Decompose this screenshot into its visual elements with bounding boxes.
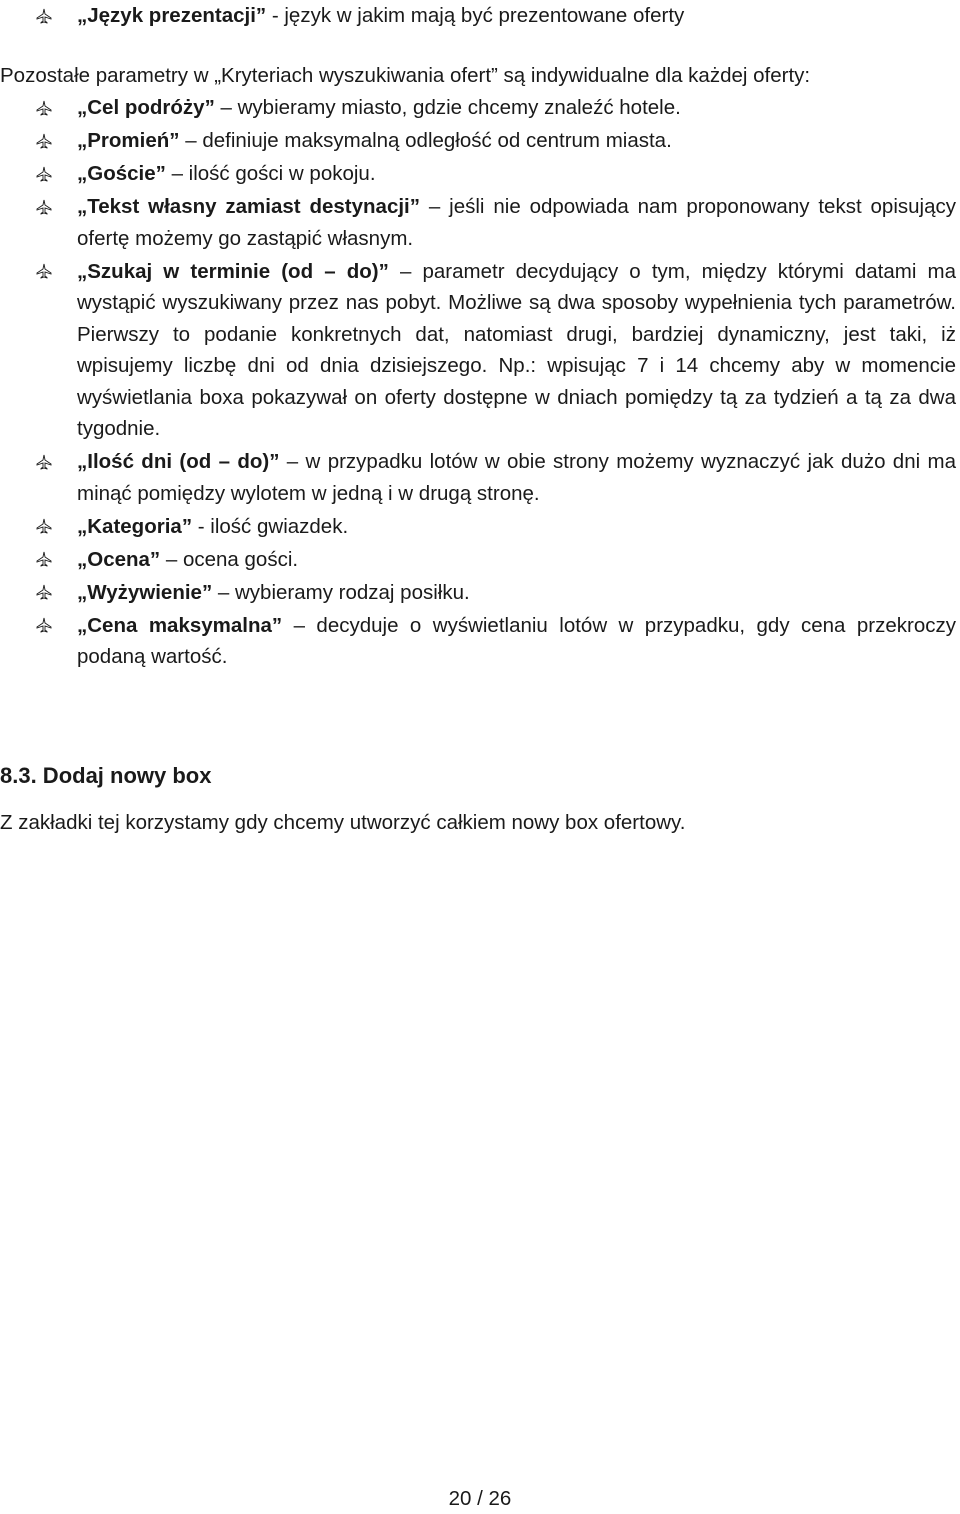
item-term: Kategoria <box>87 514 182 538</box>
item-term: Ilość dni (od – do) <box>87 450 270 473</box>
item-description: – parametr decydujący o tym, między którymi datami ma wystąpić wyszukiwany przez nas pobyt. Możliwe są dwa sposoby wypełnienia tych parametrów. Pierwszy to podanie konkretnych dat, natomiast drugi, bardziej dynamiczny, jest taki, iż wpisujemy liczbę dni od dnia dzisiejszego. Np.: wpisując 7 i 14 chcemy aby w momencie wyświetlania boxa pokazywał on oferty dostępne w dniach pomiędzy tą za tydzień a tą za dwa tygodnie. <box>77 259 956 440</box>
airplane-icon <box>36 511 60 542</box>
quote-close: ” <box>255 4 267 27</box>
quote-close: ” <box>378 259 389 283</box>
intro-paragraph: Pozostałe parametry w „Kryteriach wyszukiwania ofert” są indywidualne dla każdej oferty: <box>0 64 811 87</box>
list-item <box>0 446 960 509</box>
airplane-icon <box>36 544 60 575</box>
item-description: – ocena gości. <box>160 547 299 571</box>
list-item <box>0 92 960 124</box>
quote-open: „ <box>77 613 88 637</box>
search-criteria-list <box>0 92 960 674</box>
airplane-icon <box>36 577 60 608</box>
item-description: – definiuje maksymalną odległość od centrum miasta. <box>179 129 672 152</box>
airplane-icon <box>36 92 60 123</box>
item-description: – wybieramy rodzaj posiłku. <box>212 580 470 604</box>
list-item <box>0 577 960 609</box>
quote-open: „ <box>77 514 88 538</box>
quote-open: „ <box>77 259 88 283</box>
item-term: Cena maksymalna <box>87 613 272 637</box>
airplane-icon <box>36 158 60 189</box>
airplane-icon <box>36 256 60 287</box>
quote-close: ” <box>155 162 166 185</box>
list-item <box>0 544 960 576</box>
item-description: – decyduje o wyświetlaniu lotów w przypadku, gdy cena przekroczy podaną wartość. <box>77 613 956 668</box>
quote-open: „ <box>77 96 88 119</box>
item-term: Wyżywienie <box>87 580 202 604</box>
quote-open: „ <box>77 4 88 27</box>
quote-close: ” <box>269 450 280 473</box>
item-term: Ocena <box>87 547 150 571</box>
item-term: Język prezentacji <box>87 4 256 27</box>
list-item <box>0 610 960 673</box>
item-description: – ilość gości w pokoju. <box>165 162 376 185</box>
airplane-icon <box>36 0 60 31</box>
item-term: Szukaj w terminie (od – do) <box>87 259 379 283</box>
item-description: – jeśli nie odpowiada nam proponowany tekst opisujący ofertę możemy go zastąpić własnym. <box>77 195 956 250</box>
airplane-icon <box>36 610 60 641</box>
item-term: Promień <box>87 129 170 152</box>
item-description: - język w jakim mają być prezentowane oferty <box>266 4 685 27</box>
list-item <box>0 158 960 190</box>
quote-open: „ <box>77 547 88 571</box>
item-description: – wybieramy miasto, gdzie chcemy znaleźć hotele. <box>214 96 681 119</box>
quote-close: ” <box>169 129 180 152</box>
list-item <box>0 511 960 543</box>
page-number: 20 / 26 <box>448 1487 512 1510</box>
quote-close: ” <box>149 547 161 571</box>
quote-open: „ <box>77 195 88 218</box>
item-term: Tekst własny zamiast destynacji <box>87 195 410 218</box>
airplane-icon <box>36 191 60 222</box>
item-term: Cel podróży <box>87 96 205 119</box>
list-item <box>0 125 960 157</box>
list-item <box>0 256 960 445</box>
list-item <box>0 191 960 254</box>
quote-open: „ <box>77 580 88 604</box>
quote-close: ” <box>201 580 213 604</box>
quote-open: „ <box>77 162 88 185</box>
quote-close: ” <box>204 96 215 119</box>
airplane-icon <box>36 446 60 477</box>
quote-close: ” <box>409 195 421 218</box>
language-item-list <box>0 0 960 32</box>
airplane-icon <box>36 125 60 156</box>
item-description: - ilość gwiazdek. <box>192 514 349 538</box>
item-description: – w przypadku lotów w obie strony możemy wyznaczyć jak dużo dni ma minąć pomiędzy wylotem w jedną i w drugą stronę. <box>77 450 956 505</box>
section-text: Z zakładki tej korzystamy gdy chcemy utworzyć całkiem nowy box ofertowy. <box>0 811 686 834</box>
item-term: Goście <box>87 162 156 185</box>
quote-close: ” <box>271 613 283 637</box>
list-item-language <box>0 0 960 32</box>
quote-open: „ <box>77 129 88 152</box>
quote-open: „ <box>77 450 88 473</box>
quote-close: ” <box>181 514 193 538</box>
section-heading: 8.3. Dodaj nowy box <box>0 763 212 788</box>
